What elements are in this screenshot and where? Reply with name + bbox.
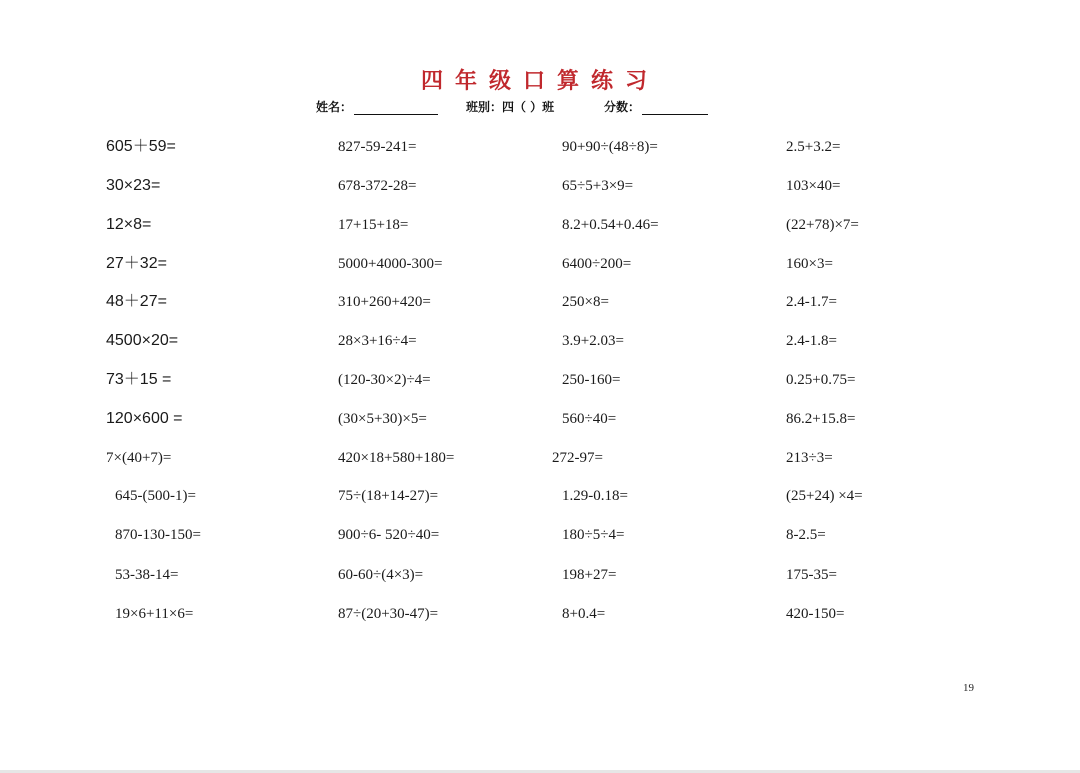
exercise-item: 3.9+2.03= — [562, 333, 624, 349]
exercise-item: 827-59-241= — [338, 139, 417, 155]
exercise-item: 8-2.5= — [786, 527, 826, 543]
exercise-item: 5000+4000-300= — [338, 256, 443, 272]
exercise-item: 0.25+0.75= — [786, 372, 856, 388]
exercise-item: 1.29-0.18= — [562, 488, 628, 504]
exercise-item: 75÷(18+14-27)= — [338, 488, 439, 504]
exercise-item: 17+15+18= — [338, 217, 409, 233]
score-label: 分数： — [604, 100, 641, 114]
page-number: 19 — [963, 682, 974, 694]
exercise-item: 420-150= — [786, 606, 845, 622]
exercise-item: 678-372-28= — [338, 178, 417, 194]
exercise-item: 120×600 = — [106, 410, 183, 427]
exercise-item: 60-60÷(4×3)= — [338, 567, 424, 583]
exercise-item: 53-38-14= — [115, 567, 179, 583]
name-label: 姓名： — [316, 100, 353, 114]
exercise-item: 605＋59= — [106, 138, 176, 155]
exercise-item: 160×3= — [786, 256, 833, 272]
exercise-item: 645-(500-1)= — [115, 488, 196, 504]
exercise-item: 87÷(20+30-47)= — [338, 606, 439, 622]
exercise-item: 30×23= — [106, 177, 161, 194]
exercise-item: 103×40= — [786, 178, 841, 194]
exercise-item: 2.4-1.7= — [786, 294, 837, 310]
exercise-item: 7×(40+7)= — [106, 450, 172, 466]
exercise-item: 8+0.4= — [562, 606, 606, 622]
exercise-item: 250×8= — [562, 294, 609, 310]
exercise-item: 4500×20= — [106, 332, 179, 349]
exercise-item: 180÷5÷4= — [562, 527, 625, 543]
exercise-item: 8.2+0.54+0.46= — [562, 217, 659, 233]
exercise-item: 73＋15 = — [106, 371, 172, 388]
exercise-item: 19×6+11×6= — [115, 606, 194, 622]
exercise-item: 213÷3= — [786, 450, 833, 466]
page-title: 四年级口算练习 — [420, 68, 659, 94]
exercise-item: 28×3+16÷4= — [338, 333, 417, 349]
exercise-item: 560÷40= — [562, 411, 617, 427]
exercise-item: 48＋27= — [106, 293, 167, 310]
exercise-item: (22+78)×7= — [786, 217, 859, 233]
exercise-item: 870-130-150= — [115, 527, 201, 543]
exercise-item: 6400÷200= — [562, 256, 632, 272]
exercise-item: 310+260+420= — [338, 294, 431, 310]
exercise-item: 2.4-1.8= — [786, 333, 837, 349]
exercise-item: 90+90÷(48÷8)= — [562, 139, 658, 155]
exercise-item: 2.5+3.2= — [786, 139, 841, 155]
exercise-item: 272-97= — [552, 450, 603, 466]
exercise-item: 175-35= — [786, 567, 837, 583]
exercise-item: (120-30×2)÷4= — [338, 372, 431, 388]
class-label: 班别：四（ ）班 — [466, 100, 555, 114]
exercise-item: 198+27= — [562, 567, 617, 583]
exercise-item: (30×5+30)×5= — [338, 411, 427, 427]
exercise-item: 900÷6- 520÷40= — [338, 527, 440, 543]
exercise-item: 250-160= — [562, 372, 621, 388]
exercise-item: (25+24) ×4= — [786, 488, 863, 504]
exercise-item: 65÷5+3×9= — [562, 178, 634, 194]
exercise-item: 86.2+15.8= — [786, 411, 856, 427]
exercise-item: 12×8= — [106, 216, 152, 233]
exercise-item: 420×18+580+180= — [338, 450, 455, 466]
exercise-item: 27＋32= — [106, 255, 167, 272]
